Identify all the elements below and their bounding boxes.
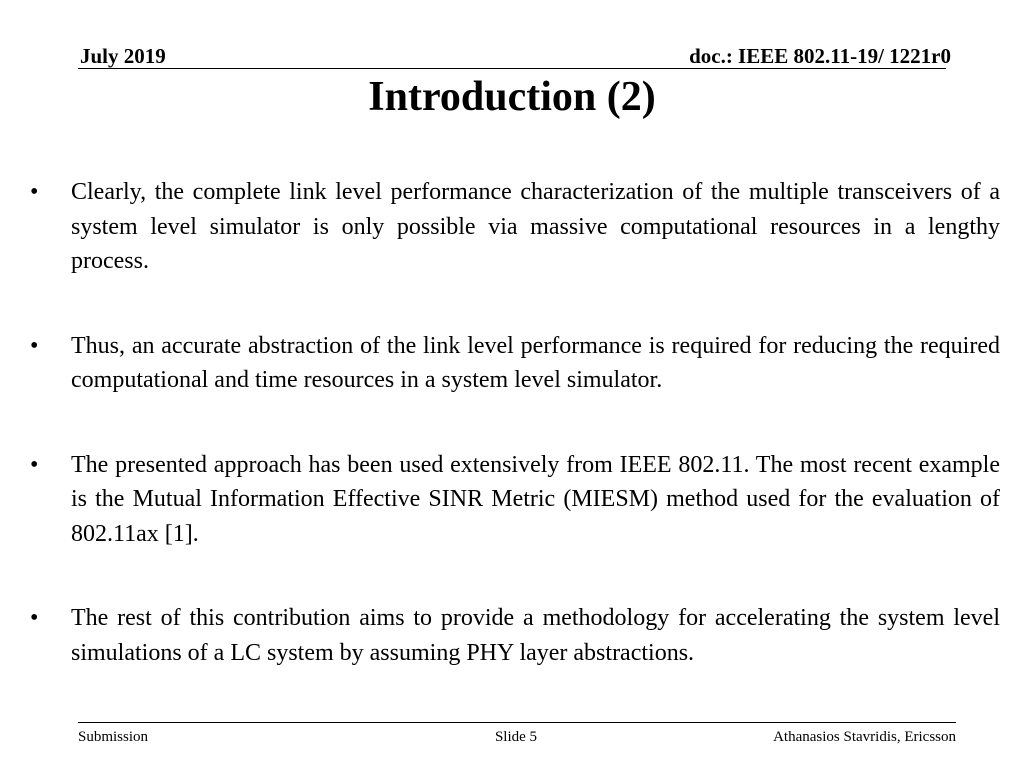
bullet-list [30,175,1000,670]
header-divider [78,68,946,69]
bullet-item [30,448,1000,552]
bullet-item [30,175,1000,279]
footer-slide-number: Slide 5 [494,729,538,745]
bullet-text: The presented approach has been used extensively from IEEE 802.11. The most recent example is the Mutual Information Effective SINR Metric (MIESM) method used for the evaluation of 802.11ax [1]. [71,451,1000,547]
bullet-icon: • [30,605,39,631]
bullet-text: The rest of this contribution aims to provide a methodology for accelerating the system level simulations of a LC system by assuming PHY layer abstractions. [71,605,1000,666]
header-date: July 2019 [80,44,166,68]
bullet-item [30,601,1000,670]
bullet-icon: • [30,332,39,359]
bullet-item [30,329,1000,398]
bullet-text: Clearly, the complete link level performance characterization of the multiple transceivers of a system level simulator is only possible via massive computational resources in a lengthy process. [71,179,1000,274]
footer-divider [78,722,956,723]
footer-submission: Submission [78,729,149,745]
bullet-icon: • [30,179,39,205]
bullet-text: Thus, an accurate abstraction of the link level performance is required for reducing the required computational and time resources in a system level simulator. [71,332,1000,393]
header-doc-id: doc.: IEEE 802.11-19/ 1221r0 [689,44,951,68]
footer-author: Athanasios Stavridis, Ericsson [773,729,956,745]
slide-title: Introduction (2) [368,74,656,120]
bullet-icon: • [30,451,39,478]
